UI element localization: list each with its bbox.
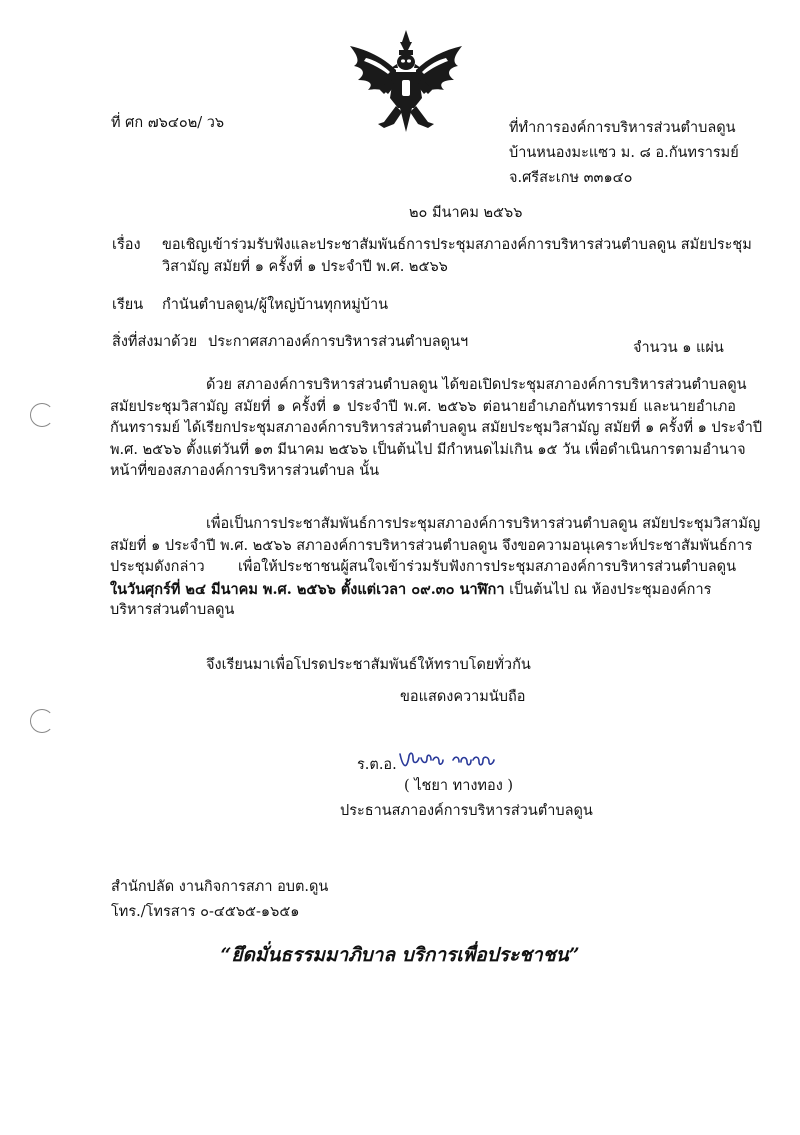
garuda-emblem-icon — [344, 28, 468, 136]
signatory-name: ( ไชยา ทางทอง ) — [404, 778, 514, 794]
meeting-venue: เป็นต้นไป ณ ห้องประชุมองค์การ — [504, 581, 712, 598]
paragraph-2-line: ประชุมดังกล่าว เพื่อให้ประชาชนผู้สนใจเข้าร่วมรับฟังการประชุมสภาองค์การบริหารส่วนตำบลดูน — [110, 559, 736, 575]
document-reference-number: ที่ ศก ๗๖๔๐๒/ ว๖ — [111, 115, 225, 131]
paragraph-2-line — [110, 581, 736, 603]
paragraph-1-line: กันทรารมย์ ได้เรียกประชุมสภาองค์การบริหารส่วนตำบลดูน สมัยประชุมวิสามัญ สมัยที่ ๑ ครั้งที่ ๑ ประจำปี — [110, 420, 763, 436]
paragraph-2-line: เพื่อเป็นการประชาสัมพันธ์การประชุมสภาองค์การบริหารส่วนตำบลดูน สมัยประชุมวิสามัญ — [206, 516, 761, 532]
office-address-line-2: บ้านหนองมะแซว ม. ๘ อ.กันทรารมย์ — [509, 145, 739, 161]
paragraph-1-line: พ.ศ. ๒๕๖๖ ตั้งแต่วันที่ ๑๓ มีนาคม ๒๕๖๖ เป็นต้นไป มีกำหนดไม่เกิน ๑๕ วัน เพื่อดำเนินการตามอำนาจ — [110, 441, 746, 458]
paragraph-2-line: สมัยที่ ๑ ประจำปี พ.ศ. ๒๕๖๖ สภาองค์การบริหารส่วนตำบลดูน จึงขอความอนุเคราะห์ประชาสัมพันธ์การ — [110, 537, 753, 554]
subject-line-2: วิสามัญ สมัยที่ ๑ ครั้งที่ ๑ ประจำปี พ.ศ. ๒๕๖๖ — [162, 259, 448, 275]
meeting-date-time: ในวันศุกร์ที่ ๒๔ มีนาคม พ.ศ. ๒๕๖๖ ตั้งแต่เวลา ๐๙.๓๐ นาฬิกา — [110, 580, 505, 598]
letter-date: ๒๐ มีนาคม ๒๕๖๖ — [409, 205, 523, 221]
paragraph-1-line: สมัยประชุมวิสามัญ สมัยที่ ๑ ครั้งที่ ๑ ประจำปี พ.ศ. ๒๕๖๖ ต่อนายอำเภอกันทรารมย์ และนายอำเภอ — [110, 398, 736, 415]
enclosure-label: สิ่งที่ส่งมาด้วย — [112, 334, 198, 350]
paragraph-1-line: หน้าที่ของสภาองค์การบริหารส่วนตำบล นั้น — [110, 463, 380, 479]
paragraph-1-line: ด้วย สภาองค์การบริหารส่วนตำบลดูน ได้ขอเปิดประชุมสภาองค์การบริหารส่วนตำบลดูน — [206, 377, 747, 393]
paragraph-2-line: บริหารส่วนตำบลดูน — [110, 602, 235, 618]
subject-label: เรื่อง — [112, 237, 141, 253]
organization-motto: “ยึดมั่นธรรมมาภิบาล บริการเพื่อประชาชน” — [220, 944, 580, 966]
enclosure-item: ประกาศสภาองค์การบริหารส่วนตำบลดูนฯ — [208, 334, 469, 350]
enclosure-quantity: จำนวน ๑ แผ่น — [633, 340, 724, 356]
closing-request: จึงเรียนมาเพื่อโปรดประชาสัมพันธ์ให้ทราบโดยทั่วกัน — [206, 657, 531, 673]
hole-punch-mark — [30, 709, 54, 733]
office-address-line-1: ที่ทำการองค์การบริหารส่วนตำบลดูน — [509, 120, 736, 136]
handwritten-signature — [397, 748, 497, 772]
signatory-position: ประธานสภาองค์การบริหารส่วนตำบลดูน — [340, 803, 593, 819]
phone-fax: โทร./โทรสาร ๐-๔๕๖๕-๑๖๕๑ — [111, 904, 300, 920]
complimentary-close: ขอแสดงความนับถือ — [400, 689, 526, 705]
subject-line-1: ขอเชิญเข้าร่วมรับฟังและประชาสัมพันธ์การประชุมสภาองค์การบริหารส่วนตำบลดูน สมัยประชุม — [162, 237, 752, 253]
hole-punch-mark — [30, 403, 54, 427]
recipient: กำนันตำบลดูน/ผู้ใหญ่บ้านทุกหมู่บ้าน — [162, 297, 389, 313]
body-paragraph-1 — [110, 377, 763, 485]
body-paragraph-2 — [110, 516, 761, 624]
office-address-line-3: จ.ศรีสะเกษ ๓๓๑๔๐ — [509, 170, 633, 186]
issuing-department: สำนักปลัด งานกิจการสภา อบต.ดูน — [111, 879, 329, 895]
recipient-label: เรียน — [112, 297, 144, 313]
signature-acting-prefix: ร.ต.อ. — [357, 757, 397, 773]
